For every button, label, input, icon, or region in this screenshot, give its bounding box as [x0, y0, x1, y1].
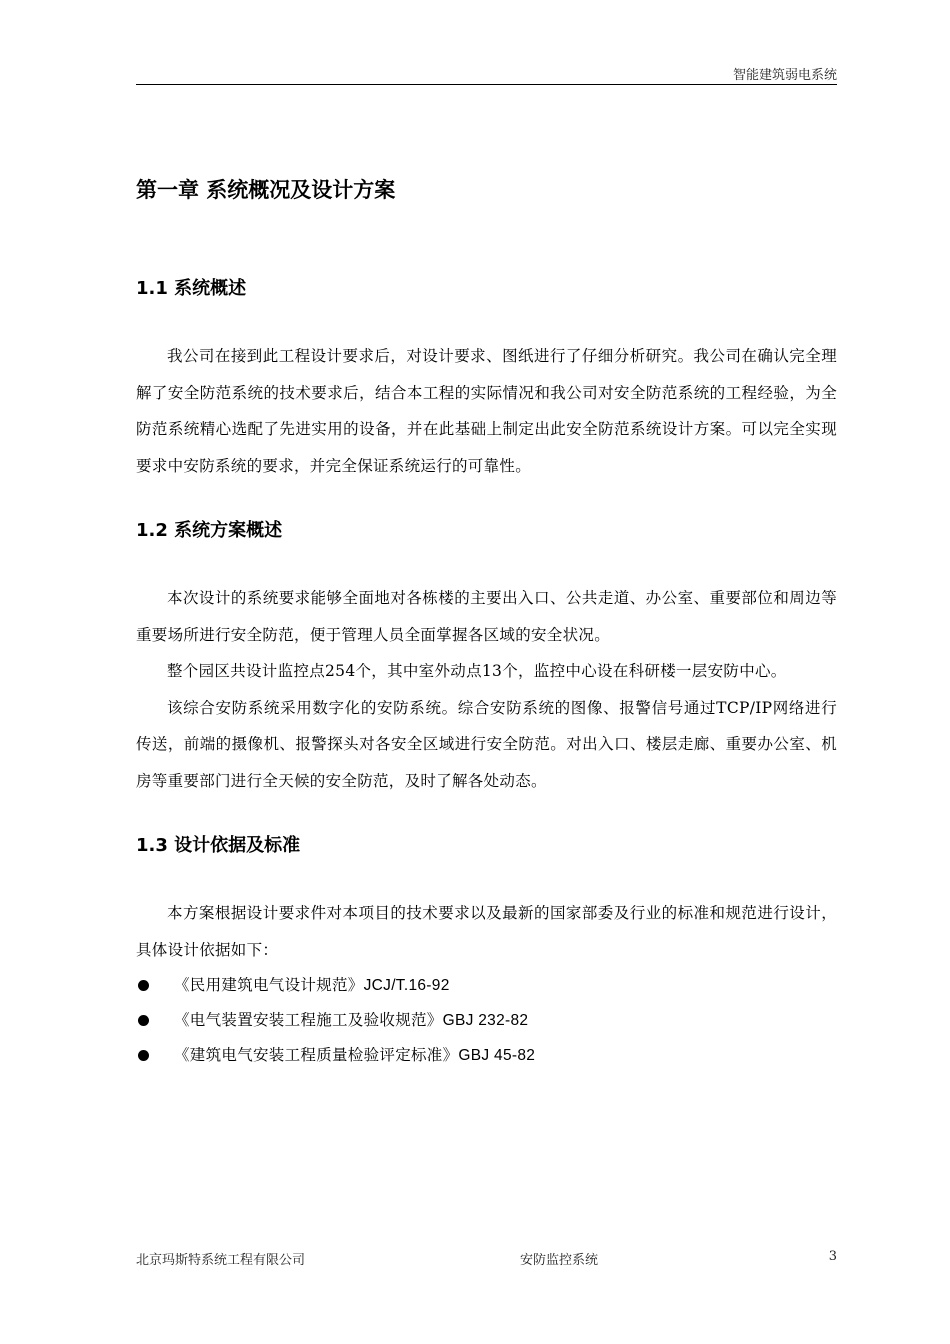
header-rule — [136, 84, 837, 85]
standards-list — [136, 968, 837, 1073]
section-title-1-3: 1.3 设计依据及标准 — [136, 835, 301, 856]
section-body-1-2 — [136, 580, 837, 799]
footer-company: 北京玛斯特系统工程有限公司 — [136, 1253, 306, 1268]
standard-code: GBJ 45-82 — [458, 1047, 536, 1064]
section-title-1-1: 1.1 系统概述 — [136, 278, 247, 299]
running-header: 智能建筑弱电系统 — [732, 68, 837, 83]
standard-name: 《建筑电气安装工程质量检验评定标准》 — [174, 1046, 459, 1064]
bullet-icon — [138, 980, 149, 991]
list-item — [136, 968, 837, 1003]
footer-system: 安防监控系统 — [520, 1253, 599, 1268]
standard-name: 《民用建筑电气设计规范》 — [174, 976, 364, 994]
list-item — [136, 1003, 837, 1038]
page-content — [136, 170, 837, 1073]
bullet-icon — [138, 1015, 149, 1026]
paragraph: 我公司在接到此工程设计要求后，对设计要求、图纸进行了仔细分析研究。我公司在确认完全理解了安全防范系统的技术要求后，结合本工程的实际情况和我公司对安全防范系统的工程经验，为全防范系统精心选配了先进实用的设备，并在此基础上制定出此安全防范系统设计方案。可以完全实现要求中安防系统的要求，并完全保证系统运行的可靠性。 — [136, 347, 837, 475]
paragraph: 本方案根据设计要求件对本项目的技术要求以及最新的国家部委及行业的标准和规范进行设计，具体设计依据如下： — [136, 904, 837, 959]
page-number: 3 — [828, 1249, 837, 1264]
paragraph: 整个园区共设计监控点254个，其中室外动点13个，监控中心设在科研楼一层安防中心。 — [167, 662, 787, 680]
paragraph: 该综合安防系统采用数字化的安防系统。综合安防系统的图像、报警信号通过TCP/IP网络进行传送，前端的摄像机、报警探头对各安全区域进行安全防范。对出入口、楼层走廊、重要办公室、机房等重要部门进行全天候的安全防范，及时了解各处动态。 — [136, 698, 837, 790]
standard-name: 《电气装置安装工程施工及验收规范》 — [174, 1011, 443, 1029]
standard-code: GBJ 232-82 — [442, 1012, 529, 1029]
bullet-icon — [138, 1050, 149, 1061]
standard-code: JCJ/T.16-92 — [363, 977, 450, 994]
section-body-1-3 — [136, 895, 837, 1073]
section-body-1-1 — [136, 338, 837, 484]
section-title-1-2: 1.2 系统方案概述 — [136, 520, 283, 541]
list-item — [136, 1038, 837, 1073]
paragraph: 本次设计的系统要求能够全面地对各栋楼的主要出入口、公共走道、办公室、重要部位和周边等重要场所进行安全防范，便于管理人员全面掌握各区域的安全状况。 — [136, 589, 837, 644]
chapter-title: 第一章 系统概况及设计方案 — [136, 178, 396, 202]
